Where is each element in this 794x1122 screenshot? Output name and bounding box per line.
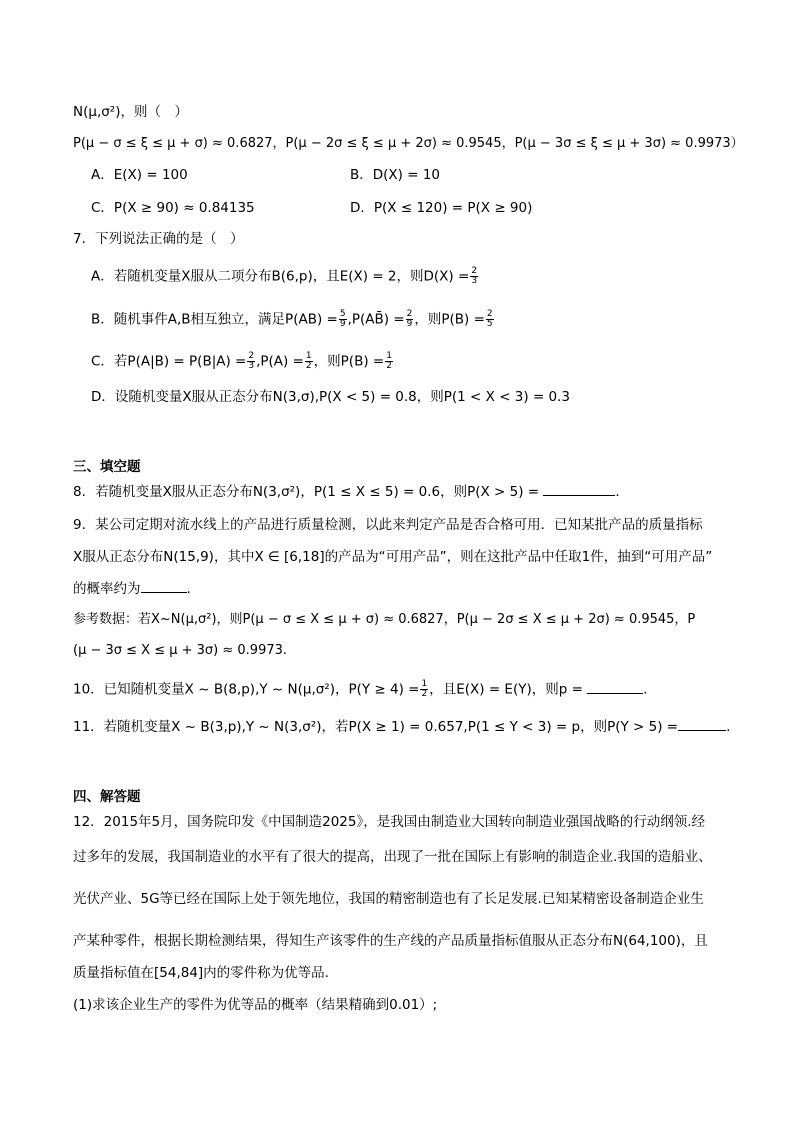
q11: 11．若随机变量X ~ B(3,p),Y ~ N(3,σ²)，若P(X ≥ 1) = 0.657,P(1 ≤ Y < 3) = p，则P(Y > 5) = . bbox=[73, 719, 731, 735]
fraction: $\frac{1}{2}$ bbox=[305, 351, 312, 371]
q8-text: 8．若随机变量X服从正态分布N(3,σ²)，P(1 ≤ X ≤ 5) = 0.6，则P(X > 5) = bbox=[73, 484, 540, 500]
q6-option-d: D．P(X ≤ 120) = P(X ≥ 90) bbox=[350, 200, 533, 216]
q6-option-a: A．E(X) = 100 bbox=[91, 167, 188, 183]
reference-data-line-2: (μ − 3σ ≤ X ≤ μ + 3σ) ≈ 0.9973. bbox=[73, 643, 288, 658]
section-heading-solutions: 四、解答题 bbox=[73, 789, 141, 805]
q12-line-5: 质量指标值在[54,84]内的零件称为优等品. bbox=[73, 965, 329, 981]
answer-blank bbox=[587, 681, 643, 694]
q10-text-post: ，且E(X) = E(Y)，则p = bbox=[429, 681, 583, 698]
q12-line-3: 光伏产业、5G等已经在国际上处于领先地位，我国的精密制造也有了长足发展.已知某精密设备制造企业生 bbox=[73, 891, 704, 907]
q10-text: 10．已知随机变量X ~ B(8,p),Y ~ N(μ,σ²)，P(Y ≥ 4) = bbox=[73, 681, 420, 698]
q10: 10．已知随机变量X ~ B(8,p),Y ~ N(μ,σ²)，P(Y ≥ 4) = $\frac{1}{2}$ ，且E(X) = E(Y)，则p = . bbox=[73, 679, 648, 699]
q7c-text-mid2: ，则P(B) = bbox=[313, 353, 385, 370]
q7-stem: 7．下列说法正确的是（ ） bbox=[73, 231, 244, 247]
fraction: $\frac{2}{3}$ bbox=[471, 266, 478, 286]
q7-option-b bbox=[91, 310, 495, 329]
q12-line-1: 12．2015年5月，国务院印发《中国制造2025》，是我国由制造业大国转向制造业强国战略的行动纲领.经 bbox=[73, 814, 706, 830]
fraction: $\frac{1}{2}$ bbox=[386, 351, 392, 371]
answer-blank bbox=[543, 483, 615, 496]
fraction: $\frac{5}{9}$ bbox=[339, 309, 346, 329]
reference-data-line-1: 参考数据：若X~N(μ,σ²)，则P(μ − σ ≤ X ≤ μ + σ) ≈ 0.6827，P(μ − 2σ ≤ X ≤ μ + 2σ) ≈ 0.9545，P bbox=[73, 612, 696, 627]
q12-line-2: 过多年的发展，我国制造业的水平有了很大的提高，出现了一批在国际上有影响的制造企业.我国的造船业、 bbox=[73, 849, 712, 865]
q9-line-3: 的概率约为 . bbox=[73, 581, 191, 597]
section-heading-fill-in: 三、填空题 bbox=[73, 459, 141, 475]
answer-blank bbox=[678, 718, 726, 731]
q7c-text: C．若P(A|B) = P(B|A) = bbox=[91, 353, 247, 370]
q8: 8．若随机变量X服从正态分布N(3,σ²)，P(1 ≤ X ≤ 5) = 0.6，则P(X > 5) = . bbox=[73, 484, 620, 500]
answer-blank bbox=[141, 580, 187, 593]
fraction: $\frac{1}{2}$ bbox=[421, 679, 428, 699]
q9-line-2: X服从正态分布N(15,9)，其中X ∈ [6,18]的产品为“可用产品”，则在这批产品中任取1件，抽到“可用产品” bbox=[73, 549, 713, 565]
q7b-text-mid: ,P(AB̄) = bbox=[347, 311, 405, 328]
q6-option-b: B．D(X) = 10 bbox=[350, 167, 441, 183]
q7b-text-mid2: ，则P(B) = bbox=[414, 311, 485, 328]
q7-option-a bbox=[91, 267, 479, 286]
fraction: $\frac{2}{9}$ bbox=[406, 309, 413, 329]
q9-text: 的概率约为 bbox=[73, 581, 141, 597]
q9-line-1: 9．某公司定期对流水线上的产品进行质量检测，以此来判定产品是否合格可用．已知某批产品的质量指标 bbox=[73, 517, 703, 533]
q7c-text-mid: ,P(A) = bbox=[256, 353, 304, 370]
q11-text: 11．若随机变量X ~ B(3,p),Y ~ N(3,σ²)，若P(X ≥ 1) = 0.657,P(1 ≤ Y < 3) = p，则P(Y > 5) = bbox=[73, 719, 679, 735]
q7-option-d: D．设随机变量X服从正态分布N(3,σ),P(X < 5) = 0.8，则P(1 < X < 3) = 0.3 bbox=[91, 389, 571, 405]
q12-part-1: (1)求该企业生产的零件为优等品的概率（结果精确到0.01）; bbox=[73, 997, 438, 1013]
fraction: $\frac{2}{3}$ bbox=[248, 351, 255, 371]
q7-option-c bbox=[91, 352, 394, 371]
fraction: $\frac{2}{5}$ bbox=[486, 309, 493, 329]
q7b-text: B．随机事件A,B相互独立，满足P(AB) = bbox=[91, 311, 338, 328]
q12-line-4: 产某种零件，根据长期检测结果，得知生产该零件的生产线的产品质量指标值服从正态分布N(64,100)，且 bbox=[73, 933, 708, 949]
q7a-text: A．若随机变量X服从二项分布B(6,p)，且E(X) = 2，则D(X) = bbox=[91, 268, 470, 285]
q6-reference-data: P(μ − σ ≤ ξ ≤ μ + σ) ≈ 0.6827，P(μ − 2σ ≤ ξ ≤ μ + 2σ) ≈ 0.9545，P(μ − 3σ ≤ ξ ≤ μ + 3σ) ≈ 0.9973） bbox=[73, 136, 744, 151]
q6-stem-end: N(μ,σ²)，则（ ） bbox=[73, 104, 188, 120]
q6-option-c: C．P(X ≥ 90) ≈ 0.84135 bbox=[91, 200, 255, 216]
